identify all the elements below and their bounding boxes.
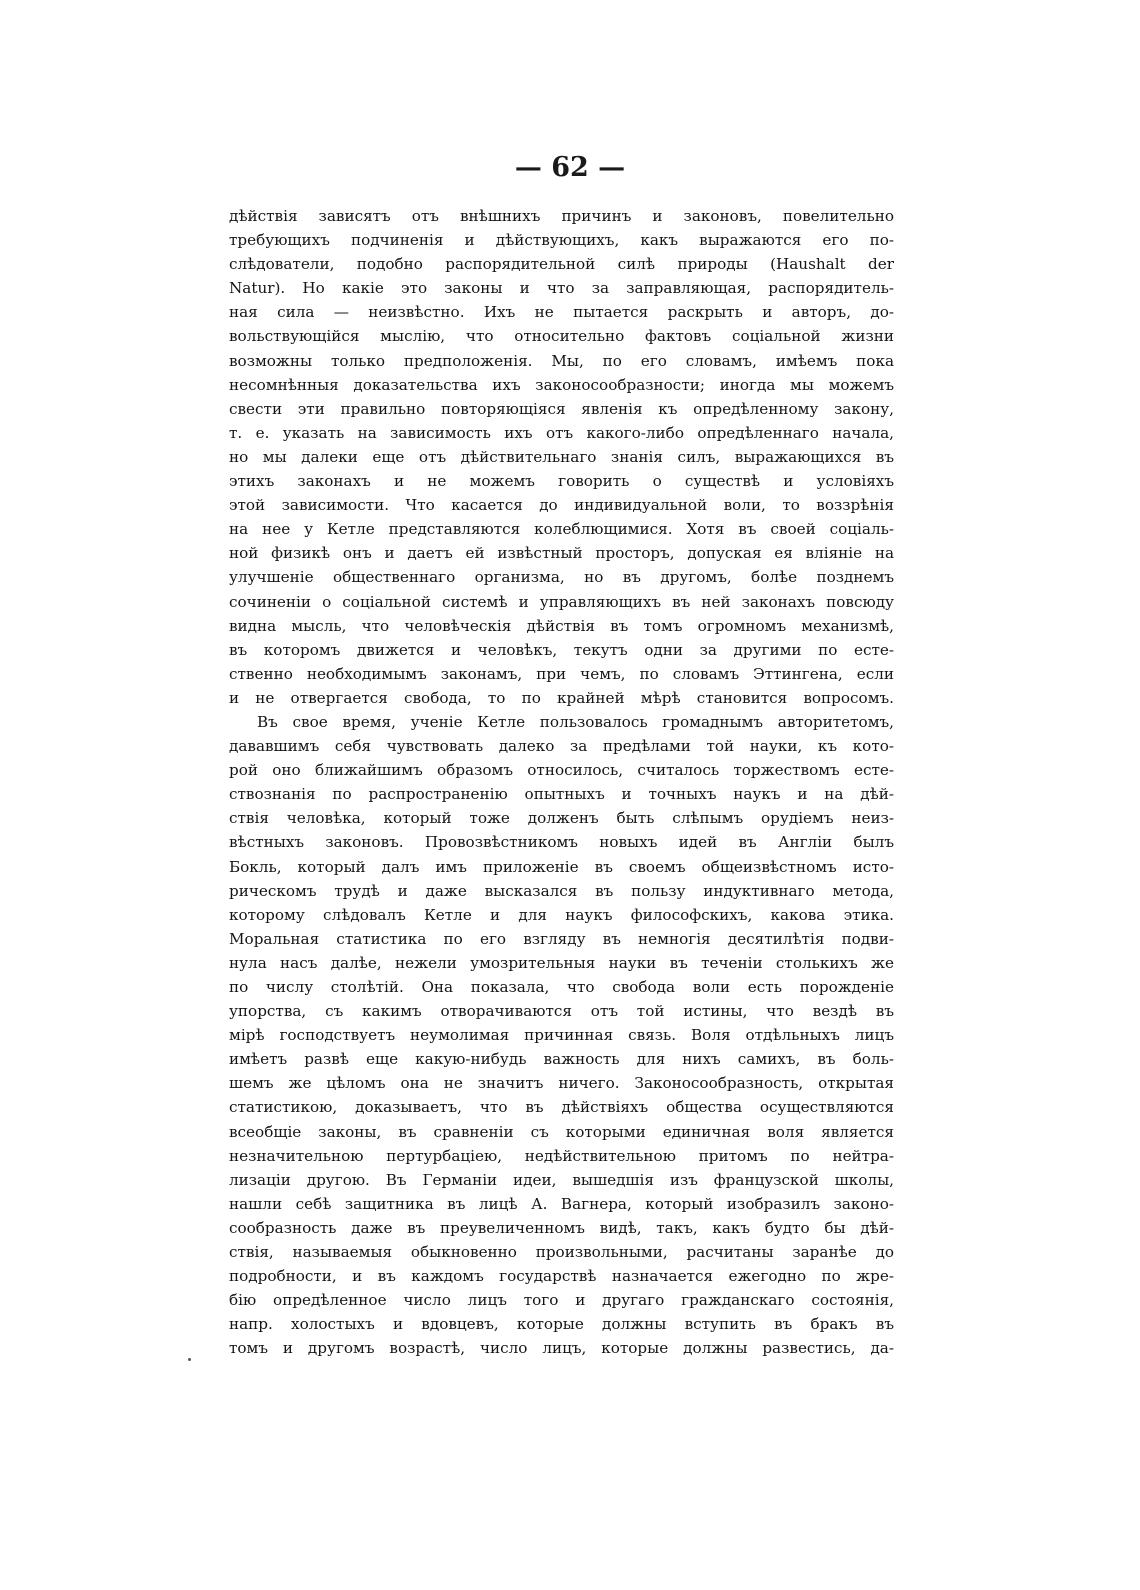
text-line: напр. холостыхъ и вдовцевъ, которые должны вступить въ бракъ въ	[229, 1315, 894, 1334]
text-line: ствознанія по распространенію опытныхъ и точныхъ наукъ и на дѣй-	[229, 785, 894, 804]
text-line: бію опредѣленное число лицъ того и другаго гражданскаго состоянія,	[229, 1291, 894, 1310]
text-line: всеобщіе законы, въ сравненіи съ которыми единичная воля является	[229, 1122, 894, 1141]
text-line: томъ и другомъ возрастѣ, число лицъ, которые должны развестись, да-	[229, 1339, 894, 1358]
body-text	[229, 204, 894, 1361]
text-line: ная сила — неизвѣстно. Ихъ не пытается раскрыть и авторъ, до-	[229, 303, 894, 322]
paragraph	[229, 710, 894, 1361]
text-line: дѣйствія зависятъ отъ внѣшнихъ причинъ и законовъ, повелительно	[229, 207, 894, 225]
text-line: мірѣ господствуетъ неумолимая причинная связь. Воля отдѣльныхъ лицъ	[229, 1026, 894, 1045]
text-line: дававшимъ себя чувствовать далеко за предѣлами той науки, къ кото-	[229, 737, 894, 756]
paragraph	[229, 204, 894, 710]
text-line: нула насъ далѣе, нежели умозрительныя науки въ теченіи столькихъ же	[229, 953, 894, 972]
text-line: рическомъ трудѣ и даже высказался въ пользу индуктивнаго метода,	[229, 881, 894, 900]
page-number: — 62 —	[514, 152, 626, 183]
text-line: ной физикѣ онъ и даетъ ей извѣстный просторъ, допуская ея вліяніе на	[229, 544, 894, 563]
text-line: вѣстныхъ законовъ. Провозвѣстникомъ новыхъ идей въ Англіи былъ	[229, 833, 894, 852]
text-line: ствія человѣка, который тоже долженъ быть слѣпымъ орудіемъ неиз-	[229, 809, 894, 828]
text-line: но мы далеки еще отъ дѣйствительнаго знанія силъ, выражающихся въ	[229, 447, 894, 466]
text-line: имѣетъ развѣ еще какую-нибудь важность для нихъ самихъ, въ боль-	[229, 1050, 894, 1069]
text-line: улучшеніе общественнаго организма, но въ другомъ, болѣе позднемъ	[229, 568, 894, 587]
text-line: сообразность даже въ преувеличенномъ видѣ, такъ, какъ будто бы дѣй-	[229, 1218, 894, 1237]
text-line: по числу столѣтій. Она показала, что свобода воли есть порожденіе	[229, 978, 894, 996]
text-line: на нее у Кетле представляются колеблющимися. Хотя въ своей соціаль-	[229, 520, 894, 539]
text-line: требующихъ подчиненія и дѣйствующихъ, какъ выражаются его по-	[229, 231, 894, 250]
text-line: несомнѣнныя доказательства ихъ законосообразности; иногда мы можемъ	[229, 375, 894, 394]
text-line: этой зависимости. Что касается до индивидуальной воли, то воззрѣнія	[229, 496, 894, 515]
text-line: видна мысль, что человѣческія дѣйствія въ томъ огромномъ механизмѣ,	[229, 616, 894, 635]
text-line: Въ свое время, ученіе Кетле пользовалось громаднымъ авторитетомъ,	[257, 712, 894, 731]
text-line: этихъ законахъ и не можемъ говорить о существѣ и условіяхъ	[229, 472, 894, 491]
text-line: свести эти правильно повторяющіяся явленія къ опредѣленному закону,	[229, 399, 894, 418]
text-line: упорства, съ какимъ отворачиваются отъ той истины, что вездѣ въ	[229, 1002, 894, 1021]
text-line: рой оно ближайшимъ образомъ относилось, считалось торжествомъ есте-	[229, 761, 894, 780]
margin-speck	[188, 1358, 191, 1361]
text-line: ственно необходимымъ законамъ, при чемъ, по словамъ Эттингена, если	[229, 664, 894, 683]
text-line: Бокль, который далъ имъ приложеніе въ своемъ общеизвѣстномъ исто-	[229, 857, 894, 876]
text-line: подробности, и въ каждомъ государствѣ назначается ежегодно по жре-	[229, 1267, 894, 1286]
text-line: вольствующійся мыслію, что относительно фактовъ соціальной жизни	[229, 327, 894, 346]
text-line: нашли себѣ защитника въ лицѣ А. Вагнера, который изобразилъ законо-	[229, 1194, 894, 1213]
text-line: статистикою, доказываетъ, что въ дѣйствіяхъ общества осуществляются	[229, 1098, 894, 1117]
text-line: которому слѣдовалъ Кетле и для наукъ философскихъ, какова этика.	[229, 905, 894, 924]
text-line: возможны только предположенія. Мы, по его словамъ, имѣемъ пока	[229, 351, 894, 370]
text-line: незначительною пертурбаціею, недѣйствительною притомъ по нейтра-	[229, 1146, 894, 1165]
text-line: Natur). Но какіе это законы и что за заправляющая, распорядитель-	[229, 279, 894, 298]
text-line: сочиненіи о соціальной системѣ и управляющихъ въ ней законахъ повсюду	[229, 592, 894, 611]
text-line: лизаціи другою. Въ Германіи идеи, вышедшія изъ французской школы,	[229, 1170, 894, 1189]
text-line: Моральная статистика по его взгляду въ немногія десятилѣтія подви-	[229, 929, 894, 948]
text-line: шемъ же цѣломъ она не значитъ ничего. Законосообразность, открытая	[229, 1074, 894, 1093]
text-line: т. е. указать на зависимость ихъ отъ какого-либо опредѣленнаго начала,	[229, 423, 894, 442]
text-line: въ которомъ движется и человѣкъ, текутъ одни за другими по есте-	[229, 640, 894, 659]
text-line: слѣдователи, подобно распорядительной силѣ природы (Haushalt der	[229, 255, 894, 274]
text-line: и не отвергается свобода, то по крайней мѣрѣ становится вопросомъ.	[229, 688, 894, 707]
text-line: ствія, называемыя обыкновенно произвольными, расчитаны заранѣе до	[229, 1243, 894, 1262]
